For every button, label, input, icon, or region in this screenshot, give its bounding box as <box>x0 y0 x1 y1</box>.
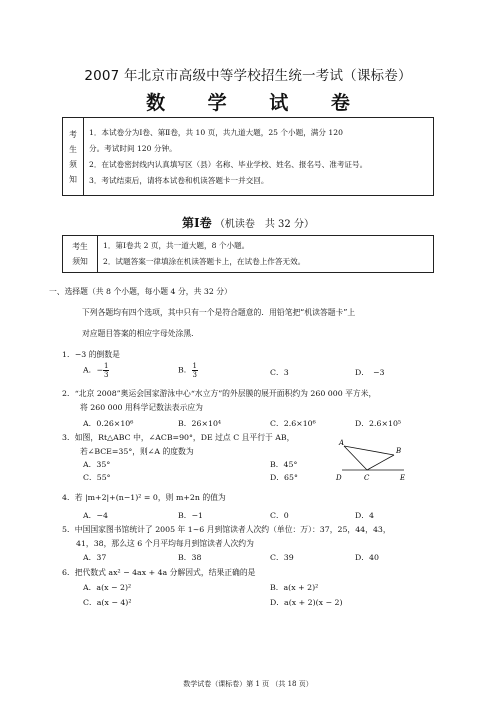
q4-option-d: D．4 <box>355 511 375 520</box>
label-b: B <box>396 447 402 455</box>
question-3-stem: 若∠BCE=35°，则∠A 的度数为 <box>80 447 194 456</box>
q1-option-b: B． $\frac{1}{3}$ <box>178 362 197 379</box>
q1-option-a: A．− $\frac{1}{3}$ <box>83 362 109 379</box>
section-title: 第Ⅰ卷 <box>182 216 212 230</box>
notice-content <box>84 118 434 196</box>
notice-line: 2．试题答案一律填涂在机读答题卡上，在试卷上作答无效。 <box>103 257 306 266</box>
label-a: A <box>339 439 345 447</box>
q1-option-c: C．3 <box>270 368 289 377</box>
q4-option-b: B．−1 <box>178 511 204 520</box>
part-instruction: 对应题目答案的相应字母处涂黑． <box>82 329 199 338</box>
q5-option-c: C．39 <box>270 553 294 562</box>
question-6-stem: 6．把代数式 ax² − 4ax + 4a 分解因式，结果正确的是 <box>62 568 256 577</box>
q6-option-c: C．a(x − 4)² <box>83 598 132 607</box>
q3-option-c: C．55° <box>83 473 111 482</box>
candidate-notice-box <box>62 117 434 196</box>
notice-line: 1．本试卷分为Ⅰ卷、第Ⅱ卷，共 10 页，共九道大题，25 个小题，满分 120 <box>89 127 343 137</box>
q2-option-b: B．26×10⁴ <box>178 419 222 428</box>
notice-line: 分。考试时间 120 分钟。 <box>89 143 177 153</box>
triangle-figure <box>330 438 410 484</box>
question-1-stem: 1．−3 的倒数是 <box>62 350 120 359</box>
q2-option-a: A．0.26×10⁶ <box>83 419 134 428</box>
q3-option-d: D．65° <box>270 473 298 482</box>
section-note: （机读卷 共 32 分） <box>214 219 314 230</box>
q3-option-a: A．35° <box>83 460 111 469</box>
q4-option-a: A．−4 <box>83 511 108 520</box>
question-2-stem: 将 260 000 用科学记数法表示应为 <box>80 403 203 412</box>
question-4-stem: 4．若 |m+2|+(n−1)² = 0，则 m+2n 的值为 <box>62 493 226 502</box>
q5-option-a: A．37 <box>83 553 107 562</box>
notice-line: 2．在试卷密封线内认真填写区（县）名称、毕业学校、姓名、报名号、准考证号。 <box>89 159 368 169</box>
label-c: C <box>364 474 370 482</box>
notice-line: 3．考试结束后，请将本试卷和机读答题卡一并交回。 <box>89 175 269 185</box>
label-d: D <box>336 474 342 482</box>
q2-option-d: D．2.6×10⁵ <box>355 419 402 428</box>
fraction: $\frac{1}{3}$ <box>103 362 109 379</box>
q5-option-d: D．40 <box>355 553 379 562</box>
q1-option-d: D． −3 <box>355 368 385 377</box>
question-2-stem: 2．“北京 2008”奥运会国家游泳中心“水立方”的外层膜的展开面积约为 260 000 平方米， <box>62 389 377 398</box>
part-heading: 一、选择题（共 8 个小题，每小题 4 分，共 32 分） <box>49 287 232 296</box>
q6-option-a: A．a(x − 2)² <box>83 583 132 592</box>
question-5-stem: 5．中国国家图书馆统计了 2005 年 1~6 月到馆读者人次约（单位：万）：37，25，44，43， <box>62 525 391 534</box>
q3-option-b: B．45° <box>270 460 298 469</box>
page-footer: 数学试卷（课标卷）第 1 页 （共 18 页） <box>183 680 313 688</box>
exam-subtitle: 数 学 试 卷 <box>146 92 368 114</box>
q4-option-c: C．0 <box>270 511 289 520</box>
question-3-stem: 3．如图，Rt△ABC 中，∠ACB=90°，DE 过点 C 且平行于 AB， <box>62 433 295 442</box>
notice-content-2 <box>98 236 434 273</box>
fraction: $\frac{1}{3}$ <box>192 362 197 379</box>
question-5-stem: 41，38，那么这 6 个月平均每月到馆读者人次约为 <box>76 539 254 548</box>
q6-option-d: D．a(x + 2)(x − 2) <box>270 598 343 607</box>
notice-line: 1．第Ⅰ卷共 2 页，共一道大题，8 个小题。 <box>103 241 250 250</box>
label-e: E <box>400 474 406 482</box>
notice-label-2: 考生 须知 <box>63 236 98 273</box>
notice-label: 考 生 须 知 <box>63 118 84 196</box>
segment-bc <box>367 455 394 470</box>
exam-title: 2007 年北京市高级中等学校招生统一考试（课标卷） <box>84 68 412 84</box>
q2-option-c: C．2.6×10⁶ <box>270 419 316 428</box>
part-instruction: 下列各题均有四个选项，其中只有一个是符合题意的．用铅笔把“机读答题卡”上 <box>82 308 356 317</box>
section-heading <box>0 214 496 231</box>
q5-option-b: B．38 <box>178 553 202 562</box>
candidate-notice-box-2 <box>62 235 434 273</box>
q6-option-b: B．a(x + 2)² <box>270 583 319 592</box>
